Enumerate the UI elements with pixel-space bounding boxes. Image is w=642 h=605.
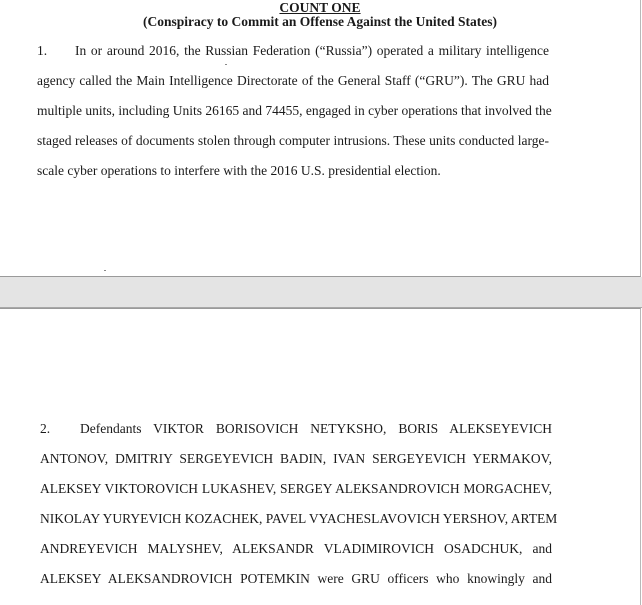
paragraph-2-line-2: ANTONOV, DMITRIY SERGEYEVICH BADIN, IVAN SERGEYEVICH YERMAKOV, [40, 451, 552, 466]
count-heading: COUNT ONE [279, 0, 361, 15]
scan-speck [225, 64, 227, 65]
paragraph-2-line-4: NIKOLAY YURYEVICH KOZACHEK, PAVEL VYACHESLAVOVICH YERSHOV, ARTEM [40, 511, 558, 526]
paragraph-1-line-5: scale cyber operations to interfere with the 2016 U.S. presidential election. [37, 163, 441, 178]
paragraph-2-line-1 [40, 421, 552, 437]
paragraph-1-line-2: agency called the Main Intelligence Directorate of the General Staff (“GRU”). The GRU had [37, 73, 549, 88]
paragraph-1-number: 1. [37, 43, 48, 58]
paragraph-1-line-4: staged releases of documents stolen through computer intrusions. These units conducted large- [37, 133, 549, 148]
paragraph-2-line-3: ALEKSEY VIKTOROVICH LUKASHEV, SERGEY ALEKSANDROVICH MORGACHEV, [40, 481, 552, 496]
document-page-2 [0, 308, 641, 605]
count-subheading: (Conspiracy to Commit an Offense Against the United States) [143, 14, 497, 29]
paragraph-1-line-3: multiple units, including Units 26165 and 74455, engaged in cyber operations that involved the [37, 103, 552, 118]
paragraph-1-text: In or around 2016, the Russian Federation (“Russia”) operated a military intelligence [75, 43, 549, 58]
document-page-1 [0, 0, 641, 277]
paragraph-2-text: Defendants VIKTOR BORISOVICH NETYKSHO, BORIS ALEKSEYEVICH [80, 421, 552, 436]
paragraph-2-number: 2. [40, 421, 51, 436]
paragraph-1-line-1 [37, 43, 549, 59]
page-separator [0, 277, 642, 308]
paragraph-2-line-6: ALEKSEY ALEKSANDROVICH POTEMKIN were GRU officers who knowingly and [40, 571, 552, 586]
scan-speck [104, 270, 106, 271]
paragraph-2-line-5: ANDREYEVICH MALYSHEV, ALEKSANDR VLADIMIROVICH OSADCHUK, and [40, 541, 552, 556]
